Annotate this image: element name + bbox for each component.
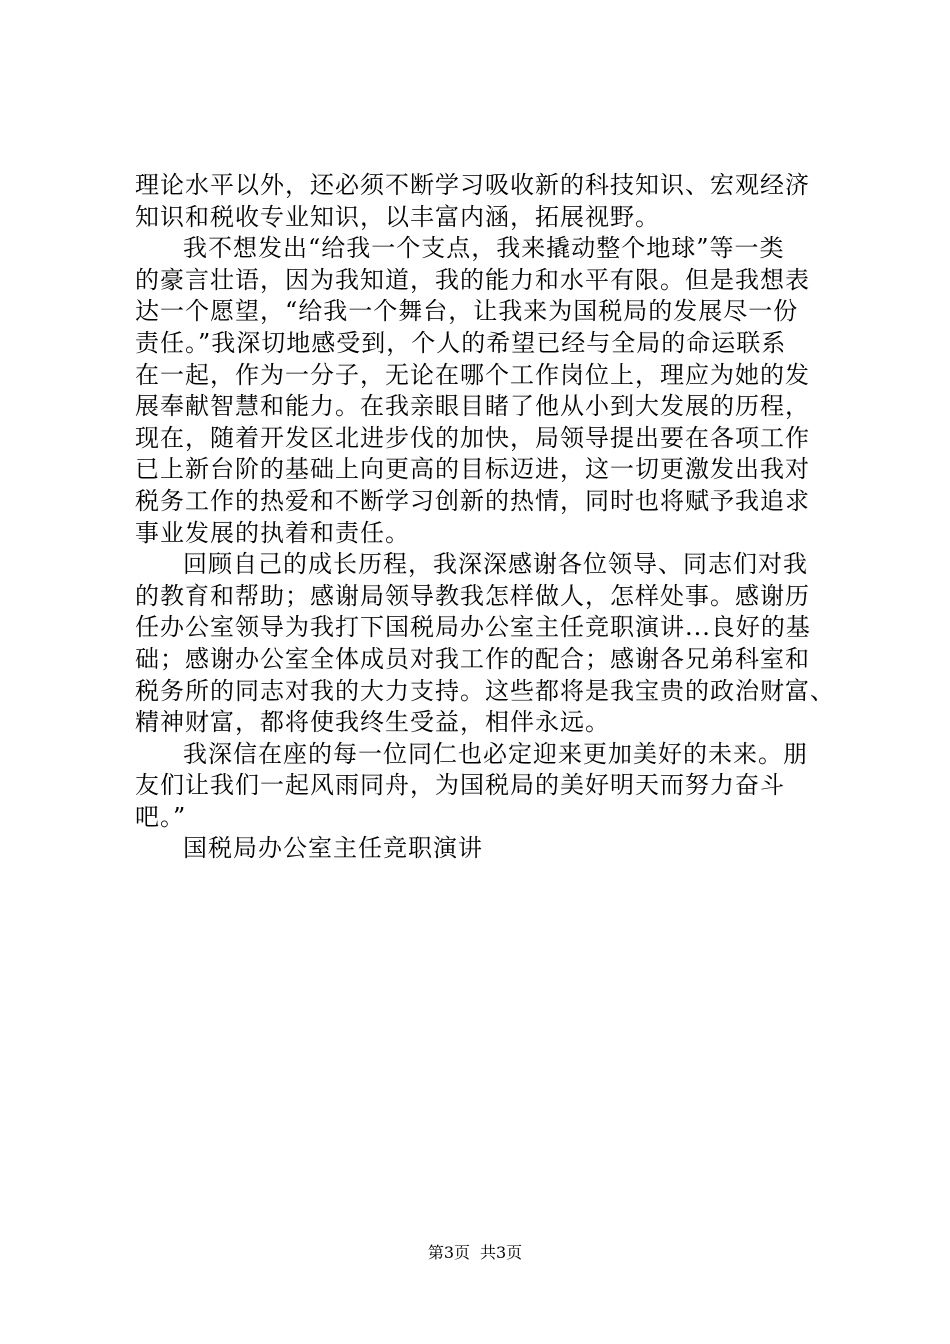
page-footer xyxy=(0,1243,950,1263)
text-line: 在一起，作为一分子，无论在哪个工作岗位上，理应为她的发 xyxy=(135,360,810,389)
text-line: 任办公室领导为我打下国税局办公室主任竞职演讲...良好的基 xyxy=(135,613,811,642)
text-line: 展奉献智慧和能力。在我亲眼目睹了他从小到大发展的历程， xyxy=(135,392,810,421)
page-number: 第3页 xyxy=(427,1243,470,1262)
text-line: 已上新台阶的基础上向更高的目标迈进，这一切更激发出我对 xyxy=(135,455,810,484)
text-line: 现在，随着开发区北进步伐的加快，局领导提出要在各项工作 xyxy=(135,423,810,452)
paragraph-first-line: 我深信在座的每一位同仁也必定迎来更加美好的未来。朋 xyxy=(183,739,808,768)
document-body xyxy=(135,170,835,865)
paragraph-first-line: 我不想发出“给我一个支点，我来撬动整个地球”等一类 xyxy=(183,234,785,263)
text-line: 达一个愿望，“给我一个舞台，让我来为国税局的发展尽一份 xyxy=(135,297,799,326)
text-line: 理论水平以外，还必须不断学习吸收新的科技知识、宏观经济 xyxy=(135,171,810,199)
text-line: 的豪言壮语，因为我知道，我的能力和水平有限。但是我想表 xyxy=(135,265,810,294)
text-line: 的教育和帮助；感谢局领导教我怎样做人，怎样处事。感谢历 xyxy=(135,581,810,610)
text-line: 知识和税收专业知识，以丰富内涵，拓展视野。 xyxy=(135,202,660,231)
text-line: 税务所的同志对我的大力支持。这些都将是我宝贵的政治财富、 xyxy=(135,676,835,705)
text-line: 税务工作的热爱和不断学习创新的热情，同时也将赋予我追求 xyxy=(135,486,810,515)
text-line: 吧。” xyxy=(135,802,187,831)
text-line: 事业发展的执着和责任。 xyxy=(135,518,410,547)
text-line: 精神财富，都将使我终生受益，相伴永远。 xyxy=(135,708,610,737)
page-total: 共3页 xyxy=(480,1243,523,1262)
text-line: 础；感谢办公室全体成员对我工作的配合；感谢各兄弟科室和 xyxy=(135,644,810,673)
text-line: 友们让我们一起风雨同舟，为国税局的美好明天而努力奋斗 xyxy=(135,771,785,800)
paragraph-first-line: 回顾自己的成长历程，我深深感谢各位领导、同志们对我 xyxy=(183,550,808,579)
closing-title-line: 国税局办公室主任竞职演讲 xyxy=(183,834,483,863)
text-line: 责任。”我深切地感受到，个人的希望已经与全局的命运联系 xyxy=(135,328,787,357)
